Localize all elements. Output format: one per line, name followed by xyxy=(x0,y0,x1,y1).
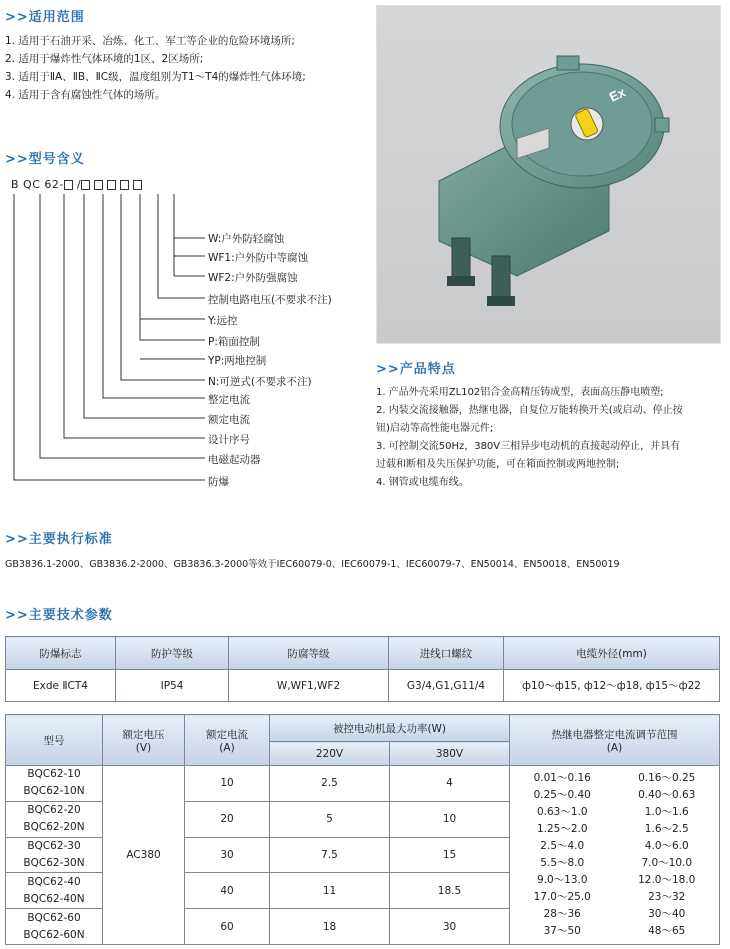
relay-range-row xyxy=(510,804,719,821)
table-row xyxy=(6,766,720,802)
list-item: 钮)启动等高性能电器元件; xyxy=(376,423,494,434)
model-cell xyxy=(6,873,103,909)
header-model: 型号 xyxy=(6,715,103,766)
header-220v: 220V xyxy=(270,742,390,766)
power-220-cell: 2.5 xyxy=(270,766,390,802)
relay-range-row xyxy=(510,787,719,804)
model-name: BQC62-40N xyxy=(23,892,85,905)
code-box xyxy=(120,180,129,190)
header-voltage-label: 额定电压 xyxy=(122,728,165,741)
model-cell xyxy=(6,909,103,945)
code-box xyxy=(94,180,103,190)
model-name: BQC62-10N xyxy=(23,785,85,798)
header-current-label: 额定电流 xyxy=(206,728,248,741)
legend-item: N:可逆式(不要求不注) xyxy=(208,376,312,388)
legend-item: WF2:户外防强腐蚀 xyxy=(208,272,298,284)
model-cell xyxy=(6,837,103,873)
relay-range-list xyxy=(510,766,719,944)
table-cell: W,WF1,WF2 xyxy=(229,670,389,702)
relay-range-value: 12.0～18.0 xyxy=(638,874,696,886)
header-current-unit: (A) xyxy=(219,741,235,754)
list-item: 4. 钢管或电缆布线。 xyxy=(376,477,469,488)
model-name: BQC62-30 xyxy=(27,839,81,852)
table-header-row xyxy=(6,715,720,742)
table-header: 防护等级 xyxy=(116,637,229,670)
power-380-cell: 18.5 xyxy=(390,873,510,909)
model-name: BQC62-10 xyxy=(27,768,81,781)
relay-range-value: 0.63～1.0 xyxy=(536,806,588,818)
header-power: 被控电动机最大功率(W) xyxy=(270,715,510,742)
legend-item: WF1:户外防中等腐蚀 xyxy=(208,252,309,264)
table-header: 电缆外径(mm) xyxy=(504,637,720,670)
params-title: >>主要技术参数 xyxy=(5,608,113,623)
legend-item: P:箱面控制 xyxy=(208,336,260,348)
relay-range-value: 37～50 xyxy=(543,925,581,937)
legend-item: Y:远控 xyxy=(208,315,238,327)
code-box xyxy=(64,180,73,190)
legend-item: YP:两地控制 xyxy=(208,355,267,367)
legend-item: 设计序号 xyxy=(208,434,250,446)
relay-range-value: 30～40 xyxy=(648,908,686,920)
current-cell: 40 xyxy=(185,873,270,909)
table-header: 进线口螺纹 xyxy=(389,637,504,670)
table-cell: IP54 xyxy=(116,670,229,702)
usage-title: >>适用范围 xyxy=(5,10,85,25)
list-item: 1. 产品外壳采用ZL102铝合金高精压铸成型，表面高压静电喷塑; xyxy=(376,387,664,398)
model-cell xyxy=(6,801,103,837)
explosion-proof-starter-image xyxy=(377,6,722,345)
relay-range-value: 48～65 xyxy=(648,925,686,937)
model-bracket-lines xyxy=(0,190,215,490)
relay-range-row xyxy=(510,906,719,923)
power-220-cell: 7.5 xyxy=(270,837,390,873)
relay-range-value: 23～32 xyxy=(648,891,686,903)
current-cell: 10 xyxy=(185,766,270,802)
relay-range-value: 28～36 xyxy=(543,908,581,920)
relay-range-cell xyxy=(510,766,720,945)
relay-range-value: 1.25～2.0 xyxy=(536,823,588,835)
legend-item: 电磁起动器 xyxy=(208,454,261,466)
model-name: BQC62-20 xyxy=(27,804,81,817)
model-name: BQC62-60N xyxy=(23,928,85,941)
table-cell: G3/4,G1,G11/4 xyxy=(389,670,504,702)
table-header: 防腐等级 xyxy=(229,637,389,670)
legend-item: 控制电路电压(不要求不注) xyxy=(208,294,332,306)
power-220-cell: 18 xyxy=(270,909,390,945)
model-code-prefix: B QC 62- xyxy=(11,178,64,191)
model-title: >>型号含义 xyxy=(5,152,85,167)
relay-range-value: 7.0～10.0 xyxy=(641,857,693,869)
current-cell: 20 xyxy=(185,801,270,837)
model-name: BQC62-40 xyxy=(27,875,81,888)
current-cell: 60 xyxy=(185,909,270,945)
relay-range-value: 0.16～0.25 xyxy=(638,772,696,784)
relay-range-row xyxy=(510,855,719,872)
power-380-cell: 4 xyxy=(390,766,510,802)
relay-range-value: 0.25～0.40 xyxy=(533,789,591,801)
header-current xyxy=(185,715,270,766)
list-item: 3. 可控制交流50Hz，380V三相异步电动机的直接起动停止，并具有 xyxy=(376,441,681,452)
relay-range-row xyxy=(510,923,719,940)
table-cell: Exde ⅡCT4 xyxy=(6,670,116,702)
features-list xyxy=(376,384,726,492)
power-220-cell: 5 xyxy=(270,801,390,837)
model-name: BQC62-30N xyxy=(23,856,85,869)
table-row xyxy=(6,670,720,702)
ex-mark: Ex xyxy=(606,84,628,105)
relay-range-row xyxy=(510,872,719,889)
relay-range-row xyxy=(510,770,719,787)
model-name: BQC62-60 xyxy=(27,911,81,924)
relay-range-row xyxy=(510,838,719,855)
model-cell xyxy=(6,766,103,802)
product-photo xyxy=(376,5,721,344)
power-220-cell: 11 xyxy=(270,873,390,909)
relay-range-row xyxy=(510,889,719,906)
list-item: 2. 适用于爆炸性气体环境的1区、2区场所; xyxy=(5,53,204,65)
features-title: >>产品特点 xyxy=(376,362,456,377)
legend-item: 防爆 xyxy=(208,476,229,488)
relay-range-value: 5.5～8.0 xyxy=(540,857,585,869)
legend-item: W:户外防轻腐蚀 xyxy=(208,233,285,245)
relay-range-value: 9.0～13.0 xyxy=(536,874,588,886)
table-header-row xyxy=(6,637,720,670)
list-item: 2. 内装交流接触器，热继电器，自复位万能转换开关(或启动、停止按 xyxy=(376,405,683,416)
table-cell: ф10～ф15, ф12～ф18, ф15～ф22 xyxy=(504,670,720,702)
legend-item: 整定电流 xyxy=(208,394,250,406)
spec-table xyxy=(5,714,720,945)
relay-range-value: 17.0～25.0 xyxy=(533,891,591,903)
voltage-cell: AC380 xyxy=(103,766,185,945)
relay-range-value: 2.5～4.0 xyxy=(540,840,585,852)
relay-range-value: 4.0～6.0 xyxy=(644,840,689,852)
list-item: 过载和断相及失压保护功能，可在箱面控制或两地控制; xyxy=(376,459,620,470)
header-relay-unit: (A) xyxy=(606,741,623,754)
current-cell: 30 xyxy=(185,837,270,873)
header-voltage xyxy=(103,715,185,766)
power-380-cell: 15 xyxy=(390,837,510,873)
relay-range-value: 0.01～0.16 xyxy=(533,772,591,784)
code-box xyxy=(81,180,90,190)
model-name: BQC62-20N xyxy=(23,821,85,834)
power-380-cell: 10 xyxy=(390,801,510,837)
header-relay xyxy=(510,715,720,766)
header-relay-label: 热继电器整定电流调节范围 xyxy=(551,728,678,741)
header-380v: 380V xyxy=(390,742,510,766)
code-box xyxy=(133,180,142,190)
list-item: 4. 适用于含有腐蚀性气体的场所。 xyxy=(5,89,166,101)
list-item: 1. 适用于石油开采、冶炼、化工、军工等企业的危险环境场所; xyxy=(5,35,295,47)
standards-title: >>主要执行标准 xyxy=(5,532,113,547)
protection-table xyxy=(5,636,720,702)
usage-list xyxy=(5,32,306,104)
header-voltage-unit: (V) xyxy=(135,741,152,754)
table-header: 防爆标志 xyxy=(6,637,116,670)
relay-range-value: 0.40～0.63 xyxy=(638,789,696,801)
relay-range-row xyxy=(510,821,719,838)
relay-range-value: 1.0～1.6 xyxy=(644,806,689,818)
relay-range-value: 1.6～2.5 xyxy=(644,823,689,835)
legend-item: 额定电流 xyxy=(208,414,250,426)
model-code-sep: / xyxy=(76,178,82,191)
standards-text: GB3836.1-2000、GB3836.2-2000、GB3836.3-2000等效于IEC60079-0、IEC60079-1、IEC60079-7、EN50014、EN50018、EN50019 xyxy=(5,559,620,570)
code-box xyxy=(107,180,116,190)
list-item: 3. 适用于ⅡA、ⅡB、ⅡC级，温度组别为T1～T4的爆炸性气体环境; xyxy=(5,71,306,83)
power-380-cell: 30 xyxy=(390,909,510,945)
